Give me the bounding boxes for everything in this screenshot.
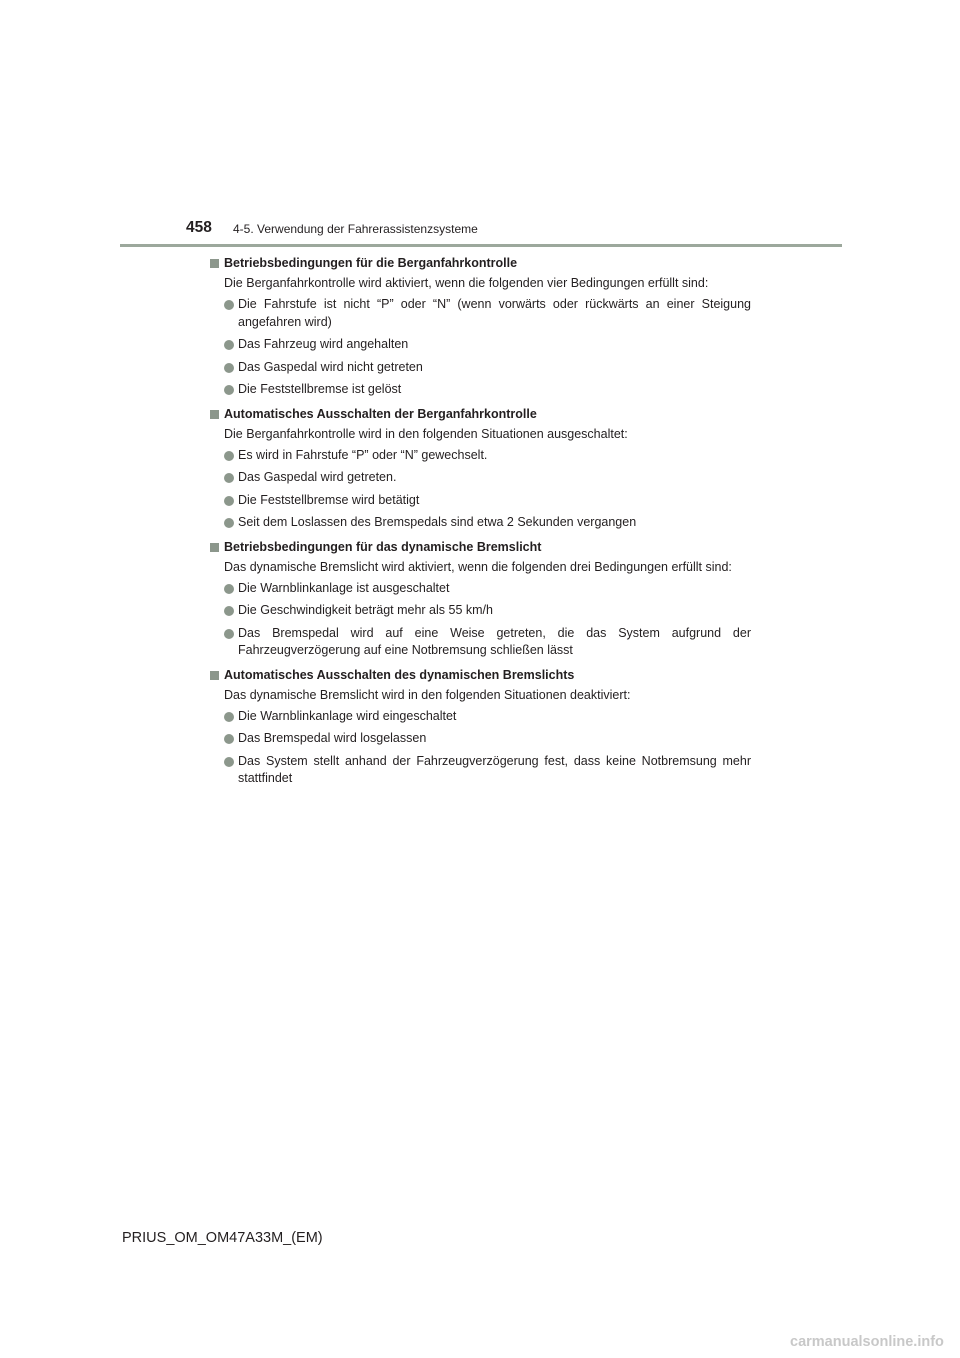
list-item-text: Es wird in Fahrstufe “P” oder “N” gewechselt. — [238, 447, 488, 462]
section-heading — [210, 253, 751, 273]
bullet-list — [210, 708, 751, 788]
dot-bullet-icon — [224, 473, 234, 483]
dot-bullet-icon — [224, 757, 234, 767]
document-code: PRIUS_OM_OM47A33M_(EM) — [122, 1230, 323, 1246]
square-bullet-icon — [210, 259, 219, 268]
section-heading — [210, 665, 751, 685]
dot-bullet-icon — [224, 629, 234, 639]
list-item-text: Das Fahrzeug wird angehalten — [238, 337, 409, 351]
section-brake-light-conditions — [210, 537, 751, 660]
header-rule — [120, 244, 842, 247]
section-brake-light-off — [210, 665, 751, 788]
dot-bullet-icon — [224, 340, 234, 350]
list-item — [210, 359, 751, 377]
list-item — [210, 492, 751, 510]
list-item-text: Seit dem Loslassen des Bremspedals sind etwa 2 Sekunden vergangen — [238, 515, 637, 529]
list-item — [210, 514, 751, 532]
list-item-text: Die Fahrstufe ist nicht “P” oder “N” (wenn vorwärts oder rückwärts an einer Steigung angefahren wird) — [238, 297, 751, 329]
dot-bullet-icon — [224, 734, 234, 744]
section-hill-start-off — [210, 404, 751, 532]
dot-bullet-icon — [224, 363, 234, 373]
list-item-text: Das System stellt anhand der Fahrzeugverzögerung fest, dass keine Notbremsung mehr stattfindet — [238, 753, 751, 785]
section-heading-text: Betriebsbedingungen für das dynamische Bremslicht — [224, 539, 542, 554]
list-item-text: Das Gaspedal wird getreten. — [238, 470, 397, 484]
list-item — [210, 753, 751, 788]
dot-bullet-icon — [224, 496, 234, 506]
bullet-list — [210, 447, 751, 532]
bullet-list — [210, 296, 751, 399]
list-item — [210, 381, 751, 399]
section-heading — [210, 537, 751, 557]
list-item-text: Das Gaspedal wird nicht getreten — [238, 359, 423, 374]
section-heading — [210, 404, 751, 424]
section-hill-start-conditions — [210, 253, 751, 399]
list-item-text: Die Geschwindigkeit beträgt mehr als 55 km/h — [238, 603, 493, 617]
section-heading-text: Automatisches Ausschalten der Berganfahrkontrolle — [224, 406, 537, 421]
list-item-text: Die Warnblinkanlage ist ausgeschaltet — [238, 580, 450, 595]
square-bullet-icon — [210, 410, 219, 419]
section-heading-text: Betriebsbedingungen für die Berganfahrkontrolle — [224, 256, 518, 270]
square-bullet-icon — [210, 671, 219, 680]
list-item-text: Das Bremspedal wird auf eine Weise getreten, die das System aufgrund der Fahrzeugverzögerung auf eine Notbremsung schließen lässt — [238, 625, 751, 657]
page-number: 458 — [186, 219, 212, 236]
list-item — [210, 336, 751, 354]
dot-bullet-icon — [224, 518, 234, 528]
list-item — [210, 602, 751, 620]
dot-bullet-icon — [224, 606, 234, 616]
square-bullet-icon — [210, 543, 219, 552]
watermark: carmanualsonline.info — [790, 1334, 944, 1350]
dot-bullet-icon — [224, 712, 234, 722]
list-item — [210, 296, 751, 331]
list-item-text: Die Feststellbremse ist gelöst — [238, 382, 402, 396]
dot-bullet-icon — [224, 300, 234, 310]
section-intro: Die Berganfahrkontrolle wird aktiviert, wenn die folgenden vier Bedingungen erfüllt sind: — [224, 276, 709, 290]
section-intro: Das dynamische Bremslicht wird in den folgenden Situationen deaktiviert: — [224, 687, 631, 702]
section-title: 4-5. Verwendung der Fahrerassistenzsysteme — [233, 222, 478, 236]
list-item — [210, 580, 751, 598]
list-item-text: Die Warnblinkanlage wird eingeschaltet — [238, 708, 457, 723]
list-item-text: Das Bremspedal wird losgelassen — [238, 731, 427, 745]
list-item — [210, 469, 751, 487]
section-intro: Die Berganfahrkontrolle wird in den folgenden Situationen ausgeschaltet: — [224, 426, 628, 441]
dot-bullet-icon — [224, 584, 234, 594]
section-heading-text: Automatisches Ausschalten des dynamischen Bremslichts — [224, 667, 575, 682]
list-item — [210, 447, 751, 465]
bullet-list — [210, 580, 751, 660]
dot-bullet-icon — [224, 451, 234, 461]
section-intro: Das dynamische Bremslicht wird aktiviert, wenn die folgenden drei Bedingungen erfüllt sind: — [224, 559, 732, 574]
list-item-text: Die Feststellbremse wird betätigt — [238, 492, 420, 507]
dot-bullet-icon — [224, 385, 234, 395]
list-item — [210, 708, 751, 726]
content — [210, 253, 751, 793]
list-item — [210, 730, 751, 748]
list-item — [210, 625, 751, 660]
